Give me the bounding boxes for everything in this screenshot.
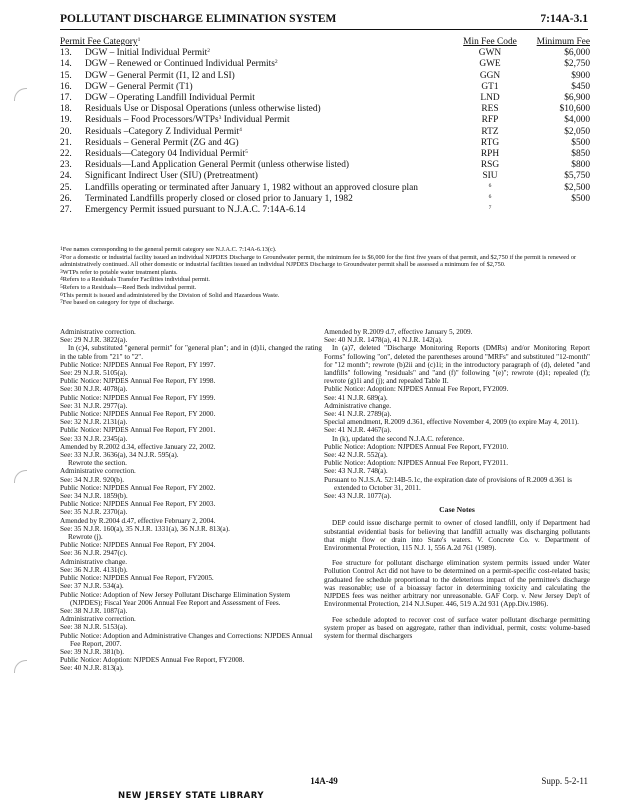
history-entry: Public Notice: Adoption and Administrative Changes and Corrections: NJPDES Annual Fee Report, 2007. xyxy=(60,631,313,648)
fee-row xyxy=(60,160,590,171)
row-code: 7 xyxy=(488,205,492,212)
history-entry: Public Notice: NJPDES Annual Fee Report, FY 2004. xyxy=(60,541,216,550)
footnote: 2For a domestic or industrial facility issued an individual NJPDES Discharge to Groundwater permit, the minimum fee is $6,000 for the first five years of that permit, and $2,750 if the permit is renewed or administratively continued. All other domestic or industrial facilities issued an individual NJPDES Discharge to Groundwater permit shall be assessed a minimum fee of $2,750. xyxy=(60,253,577,269)
row-fee: $500 xyxy=(571,137,590,148)
row-number: 27. xyxy=(60,205,72,216)
history-entry: Public Notice: Adoption of New Jersey Pollutant Discharge Elimination System (NJPDES); Fiscal Year 2006 Annual Fee Report and Assessment of Fees. xyxy=(60,590,291,607)
row-fee: $2,050 xyxy=(564,126,590,137)
history-entry: See: 41 N.J.R. 2789(a). xyxy=(324,410,392,419)
row-number: 21. xyxy=(60,137,72,148)
col-category: Permit Fee Category$^1$ xyxy=(60,37,141,47)
row-code: GWN xyxy=(478,48,502,59)
history-entry: Amended by R.2002 d.34, effective January 22, 2002. xyxy=(60,442,216,451)
row-category: Residuals – General Permit (ZG and 4G) xyxy=(85,137,239,148)
history-entry: See: 36 N.J.R. 4131(b). xyxy=(60,565,128,574)
history-entry: Public Notice: Adoption: NJPDES Annual Fee Report, FY2008. xyxy=(60,656,245,665)
history-entry: See: 29 N.J.R. 5105(a). xyxy=(60,369,128,378)
case-note: Fee structure for pollutant discharge elimination system permits issued under Water Pollution Control Act did not have to be determined on a permit-specific cost-related basis; graduated fee schedule proportional to the deleterious impact of the permittee's discharge was reasonable; use of a bioassay factor in determining toxicity and calculating the NJPDES fees was neither arbitrary nor unreasonable. GAF Corp. v. New Jersey Dep't of Environmental Protection, 214 N.J.Super. 446, 519 A.2d 931 (App.Div.1986). xyxy=(324,559,590,609)
row-fee: $500 xyxy=(571,193,590,204)
row-code: RTZ xyxy=(481,126,499,137)
footnote: 6This permit is issued and administered by the Division of Solid and Hazardous Waste. xyxy=(60,291,280,299)
fee-row xyxy=(60,115,590,126)
row-category: Emergency Permit issued pursuant to N.J.A.C. 7:14A-6.14 xyxy=(85,205,306,216)
history-entry: See: 41 N.J.R. 689(a). xyxy=(324,393,388,402)
history-entry: See: 29 N.J.R. 3822(a). xyxy=(60,336,128,345)
fee-row xyxy=(60,104,590,115)
footnotes xyxy=(60,246,590,307)
history-entry: Rewrote the section. xyxy=(68,459,127,468)
row-fee: $6,000 xyxy=(564,48,590,59)
fee-row xyxy=(60,183,590,194)
fee-row xyxy=(60,59,590,70)
scan-mark xyxy=(14,88,27,101)
fee-row xyxy=(60,194,590,205)
row-category: DGW – Renewed or Continued Individual Permits$^2$ xyxy=(85,59,278,70)
history-entry: In (k), updated the second N.J.A.C. reference. xyxy=(332,434,465,443)
row-number: 18. xyxy=(60,104,72,115)
fee-row xyxy=(60,205,590,216)
history-entry: Public Notice: Adoption: NJPDES Annual Fee Report, FY2009. xyxy=(324,385,509,394)
row-category: Terminated Landfills properly closed or closed prior to January 1, 1982 xyxy=(85,193,353,204)
scan-mark xyxy=(14,660,27,673)
page-number: 14A-49 xyxy=(310,776,338,786)
fee-table-header xyxy=(60,37,590,48)
history-entry: Public Notice: NJPDES Annual Fee Report, FY 2001. xyxy=(60,426,216,435)
history-entry: Administrative correction. xyxy=(60,615,136,624)
row-fee: $2,750 xyxy=(564,59,590,70)
library-stamp: NEW JERSEY STATE LIBRARY xyxy=(118,791,264,801)
row-fee: $10,600 xyxy=(559,104,590,115)
history-entry: Public Notice: NJPDES Annual Fee Report, FY 1997. xyxy=(60,360,216,369)
scan-mark xyxy=(14,470,27,483)
left-column xyxy=(60,328,322,673)
row-category: DGW – General Permit (T1) xyxy=(85,81,193,92)
fee-row xyxy=(60,93,590,104)
row-fee: $2,500 xyxy=(564,182,590,193)
row-number: 15. xyxy=(60,70,72,81)
row-category: Residuals –Category Z Individual Permit$^4$ xyxy=(85,126,242,137)
footnote: 7Fee based on category for type of discharge. xyxy=(60,299,175,307)
history-entry: Administrative correction. xyxy=(60,467,136,476)
row-code: RES xyxy=(481,104,499,115)
footnote: 5Refers to a Residuals—Reed Beds individual permit. xyxy=(60,283,197,291)
row-code: RPH xyxy=(480,149,500,160)
row-number: 16. xyxy=(60,81,72,92)
row-number: 24. xyxy=(60,171,72,182)
fee-row xyxy=(60,71,590,82)
supplement-date: Supp. 5-2-11 xyxy=(541,776,588,786)
header-title: POLLUTANT DISCHARGE ELIMINATION SYSTEM xyxy=(60,13,337,25)
history-entry: See: 43 N.J.R. 748(a). xyxy=(324,467,388,476)
row-code: GGN xyxy=(479,70,501,81)
fee-row xyxy=(60,138,590,149)
history-entry: Amended by R.2004 d.47, effective February 2, 2004. xyxy=(60,516,216,525)
history-entry: Rewrote (j). xyxy=(68,533,103,542)
fee-row xyxy=(60,48,590,59)
row-category: DGW – General Permit (I1, I2 and LSI) xyxy=(85,70,235,81)
history-entry: Public Notice: NJPDES Annual Fee Report, FY 2000. xyxy=(60,410,216,419)
col-code: Min Fee Code xyxy=(463,37,517,47)
row-fee: $450 xyxy=(571,81,590,92)
history-entry: Public Notice: NJPDES Annual Fee Report, FY 1999. xyxy=(60,393,216,402)
history-entry: See: 34 N.J.R. 920(b). xyxy=(60,475,125,484)
row-fee: $850 xyxy=(571,149,590,160)
history-entry: See: 30 N.J.R. 4078(a). xyxy=(60,385,128,394)
history-entry: Amended by R.2009 d.7, effective January 5, 2009. xyxy=(324,328,473,336)
history-entry: Public Notice: Adoption: NJPDES Annual Fee Report, FY2011. xyxy=(324,459,509,468)
row-category: Significant Indirect User (SIU) (Pretreatment) xyxy=(85,171,258,182)
row-number: 22. xyxy=(60,149,72,160)
history-entry: See: 39 N.J.R. 381(b). xyxy=(60,647,125,656)
row-category: Residuals—Category 04 Individual Permit$^5$ xyxy=(85,149,248,160)
history-entry: Public Notice: NJPDES Annual Fee Report, FY 2003. xyxy=(60,500,216,509)
history-entry: Pursuant to N.J.S.A. 52:14B-5.1c, the expiration date of provisions of R.2009 d.361 is extended to October 31, 2011. xyxy=(324,475,572,492)
history-entry: Public Notice: NJPDES Annual Fee Report, FY 1998. xyxy=(60,377,216,386)
footnote: 4Refers to a Residuals Transfer Facilities individual permit. xyxy=(60,276,211,284)
row-number: 13. xyxy=(60,48,72,59)
row-code: 6 xyxy=(488,193,492,200)
header-section: 7:14A-3.1 xyxy=(540,13,588,25)
right-column xyxy=(324,328,590,647)
row-number: 20. xyxy=(60,126,72,137)
fee-row xyxy=(60,149,590,160)
history-entry: See: 41 N.J.R. 4467(a). xyxy=(324,426,392,435)
history-entry: See: 32 N.J.R. 2131(a). xyxy=(60,418,128,427)
history-entry: Administrative change. xyxy=(60,557,128,566)
row-category: Residuals Use or Disposal Operations (unless otherwise listed) xyxy=(85,104,321,115)
history-entry: See: 33 N.J.R. 3636(a), 34 N.J.R. 595(a). xyxy=(60,451,179,460)
history-entry: See: 38 N.J.R. 5153(a). xyxy=(60,623,128,632)
case-notes-heading: Case Notes xyxy=(439,505,475,515)
history-entry: Special amendment, R.2009 d.361, effective November 4, 2009 (to expire May 4, 2011). xyxy=(324,418,579,427)
row-category: DGW – Initial Individual Permit$^2$ xyxy=(85,48,210,59)
history-entry: See: 37 N.J.R. 534(a). xyxy=(60,582,124,591)
history-entry: See: 35 N.J.R. 160(a), 35 N.J.R. 1331(a), 36 N.J.R. 813(a). xyxy=(60,524,230,533)
row-number: 14. xyxy=(60,59,72,70)
row-fee: $900 xyxy=(571,70,590,81)
row-number: 17. xyxy=(60,93,72,104)
history-entry: See: 40 N.J.R. 1478(a), 41 N.J.R. 142(a). xyxy=(324,336,443,345)
row-number: 23. xyxy=(60,160,72,171)
history-entry: Administrative correction. xyxy=(60,328,136,336)
history-entry: See: 36 N.J.R. 2947(c). xyxy=(60,549,128,558)
history-entry: See: 43 N.J.R. 1077(a). xyxy=(324,492,392,501)
row-code: RFP xyxy=(481,115,499,126)
history-entry: See: 40 N.J.R. 813(a). xyxy=(60,664,124,673)
row-fee: $6,900 xyxy=(564,93,590,104)
fee-row xyxy=(60,127,590,138)
history-entry: See: 33 N.J.R. 2345(a). xyxy=(60,434,128,443)
row-fee xyxy=(525,205,590,216)
row-code: RSG xyxy=(480,160,500,171)
history-entry: Public Notice: Adoption: NJPDES Annual Fee Report, FY2010. xyxy=(324,442,509,451)
history-entry: Public Notice: NJPDES Annual Fee Report, FY 2002. xyxy=(60,483,216,492)
row-code: GWE xyxy=(479,59,501,70)
footnote: 3WTPs refer to potable water treatment plants. xyxy=(60,268,178,276)
row-category: Residuals—Land Application General Permit (unless otherwise listed) xyxy=(85,160,350,171)
row-number: 25. xyxy=(60,182,72,193)
row-number: 26. xyxy=(60,193,72,204)
history-entry: In (a)7, deleted "Discharge Monitoring Reports (DMRs) and/or Monitoring Report Forms" following "on", deleted the parentheses around "MRFs" and substituted "12-month" for "12 month"; rewrote (b)2ii and (c)1i; in the introductory paragraph of (d), deleted "and landfills" following "residuals" and "and (f)" following "(e)"; rewrote (d)1; repealed (f); rewrote (g)1i and (j); and repealed Table II. xyxy=(324,344,590,386)
row-fee: $4,000 xyxy=(564,115,590,126)
row-fee: $800 xyxy=(571,160,590,171)
case-notes xyxy=(324,519,590,640)
row-category: Landfills operating or terminated after January 1, 1982 without an approved closure plan xyxy=(85,182,418,193)
row-code: LND xyxy=(480,93,500,104)
history-entry: See: 34 N.J.R. 1859(b). xyxy=(60,492,128,501)
history-entry: Administrative change. xyxy=(324,401,392,410)
fee-row xyxy=(60,82,590,93)
history-entry: Public Notice: NJPDES Annual Fee Report, FY2005. xyxy=(60,574,214,583)
case-note: DEP could issue discharge permit to owner of closed landfill, only if Department had substantial evidential basis for believing that landfill actually was discharging pollutants that might flow or drain into State's waters. V. Concrete Co. v. Department of Environmental Protection, 115 N.J. 1, 556 A.2d 761 (1989). xyxy=(324,519,590,553)
case-note: Fee schedule adopted to recover cost of surface water pollutant discharge permitting system proper as based on aggregate, rather than individual, permit, costs: volume-based system for thermal dischargers xyxy=(324,615,590,640)
history-entry: See: 35 N.J.R. 2370(a). xyxy=(60,508,128,517)
row-code: 6 xyxy=(488,182,492,189)
fee-row xyxy=(60,171,590,182)
footnote: 1Fee names corresponding to the general permit category see N.J.A.C. 7:14A-6.13(c). xyxy=(60,246,277,253)
row-category: Residuals – Food Processors/WTPs$^3$ Individual Permit xyxy=(85,115,290,126)
history-entry: See: 42 N.J.R. 552(a). xyxy=(324,451,388,460)
history-entry: In (c)4, substituted "general permit" for "general plan"; and in (d)1i, changed the rating in the table from "21" to "2". xyxy=(60,344,322,361)
history-entry: See: 38 N.J.R. 1087(a). xyxy=(60,606,128,615)
running-header xyxy=(60,13,588,30)
col-fee: Minimum Fee xyxy=(536,37,590,47)
fee-table xyxy=(60,37,590,216)
row-code: RTG xyxy=(480,137,500,148)
history-entry: See: 31 N.J.R. 2977(a). xyxy=(60,401,128,410)
row-fee: $5,750 xyxy=(564,171,590,182)
row-number: 19. xyxy=(60,115,72,126)
row-code: GT1 xyxy=(481,81,499,92)
row-code: SIU xyxy=(482,171,498,182)
row-category: DGW – Operating Landfill Individual Permit xyxy=(85,93,255,104)
